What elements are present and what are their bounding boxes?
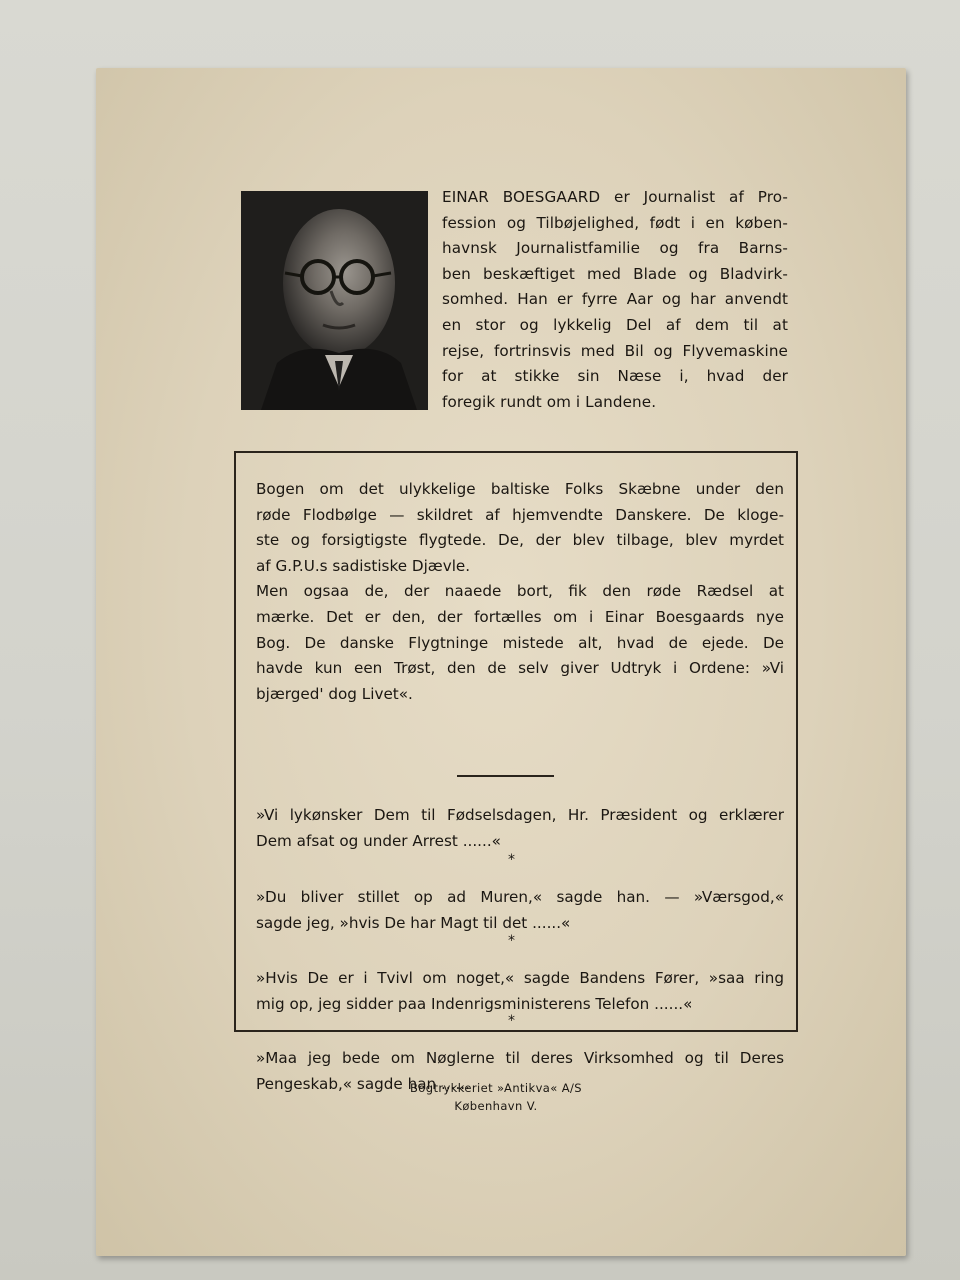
quote-line: sagde jeg, »hvis De har Magt til det ......« <box>256 913 571 932</box>
quote-line: »Vi lykønsker Dem til Fødselsdagen, Hr. Præsident og erklærer <box>256 806 784 824</box>
quote-line: »Maa jeg bede om Nøglerne til deres Virksomhed og til Deres <box>256 1049 784 1067</box>
quote-1 <box>256 803 784 854</box>
quote-line: mig op, jeg sidder paa Indenrigsministerens Telefon ......« <box>256 994 693 1013</box>
quote-2 <box>256 885 784 936</box>
blurb-line: Men ogsaa de, der naaede bort, fik den røde Rædsel at <box>256 582 784 601</box>
quote-line: Dem afsat og under Arrest ......« <box>256 831 501 850</box>
imprint-printer: Bogtrykkeriet »Antikva« A/S <box>410 1081 582 1095</box>
bio-line: en stor og lykkelig Del af dem til at <box>442 315 788 334</box>
section-divider <box>457 775 554 777</box>
author-portrait <box>241 191 428 410</box>
bio-line: somhed. Han er fyrre Aar og har anvendt <box>442 290 788 309</box>
separator-star: * <box>508 933 515 949</box>
blurb-line: røde Flodbølge — skildret af hjemvendte Danskere. De kloge- <box>256 505 784 524</box>
imprint-city: København V. <box>454 1099 538 1113</box>
bio-line: fession og Tilbøjelighed, født i en køben- <box>442 213 788 232</box>
bio-line: rejse, fortrinsvis med Bil og Flyvemaskine <box>442 341 788 360</box>
quote-line: »Hvis De er i Tvivl om noget,« sagde Bandens Fører, »saa ring <box>256 969 784 987</box>
separator-star: * <box>508 1013 515 1029</box>
author-portrait-drawing <box>241 191 428 410</box>
separator-star: * <box>508 852 515 868</box>
author-biography <box>442 185 788 415</box>
book-back-cover <box>96 68 906 1256</box>
quote-3 <box>256 966 784 1017</box>
blurb-line: Bogen om det ulykkelige baltiske Folks Skæbne under den <box>256 480 784 498</box>
blurb-line: bjærged' dog Livet«. <box>256 684 413 703</box>
blurb-line: mærke. Det er den, der fortælles om i Einar Boesgaards nye <box>256 607 784 626</box>
book-blurb <box>256 477 784 707</box>
quote-line: »Du bliver stillet op ad Muren,« sagde han. — »Værsgod,« <box>256 888 784 906</box>
bio-line: foregik rundt om i Landene. <box>442 392 657 411</box>
blurb-line: af G.P.U.s sadistiske Djævle. <box>256 556 471 575</box>
bio-line: EINAR BOESGAARD er Journalist af Pro- <box>442 188 788 206</box>
printer-imprint <box>346 1079 646 1115</box>
bio-line: for at stikke sin Næse i, hvad der <box>442 367 788 386</box>
bio-line: havnsk Journalistfamilie og fra Barns- <box>442 239 788 258</box>
bio-line: ben beskæftiget med Blade og Bladvirk- <box>442 264 788 283</box>
blurb-line: havde kun een Trøst, den de selv giver Udtryk i Ordene: »Vi <box>256 659 784 678</box>
quote-line: Pengeskab,« sagde han ...... <box>256 1074 470 1093</box>
blurb-line: Bog. De danske Flygtninge mistede alt, hvad de ejede. De <box>256 633 784 652</box>
blurb-line: ste og forsigtigste flygtede. De, der blev tilbage, blev myrdet <box>256 531 784 550</box>
